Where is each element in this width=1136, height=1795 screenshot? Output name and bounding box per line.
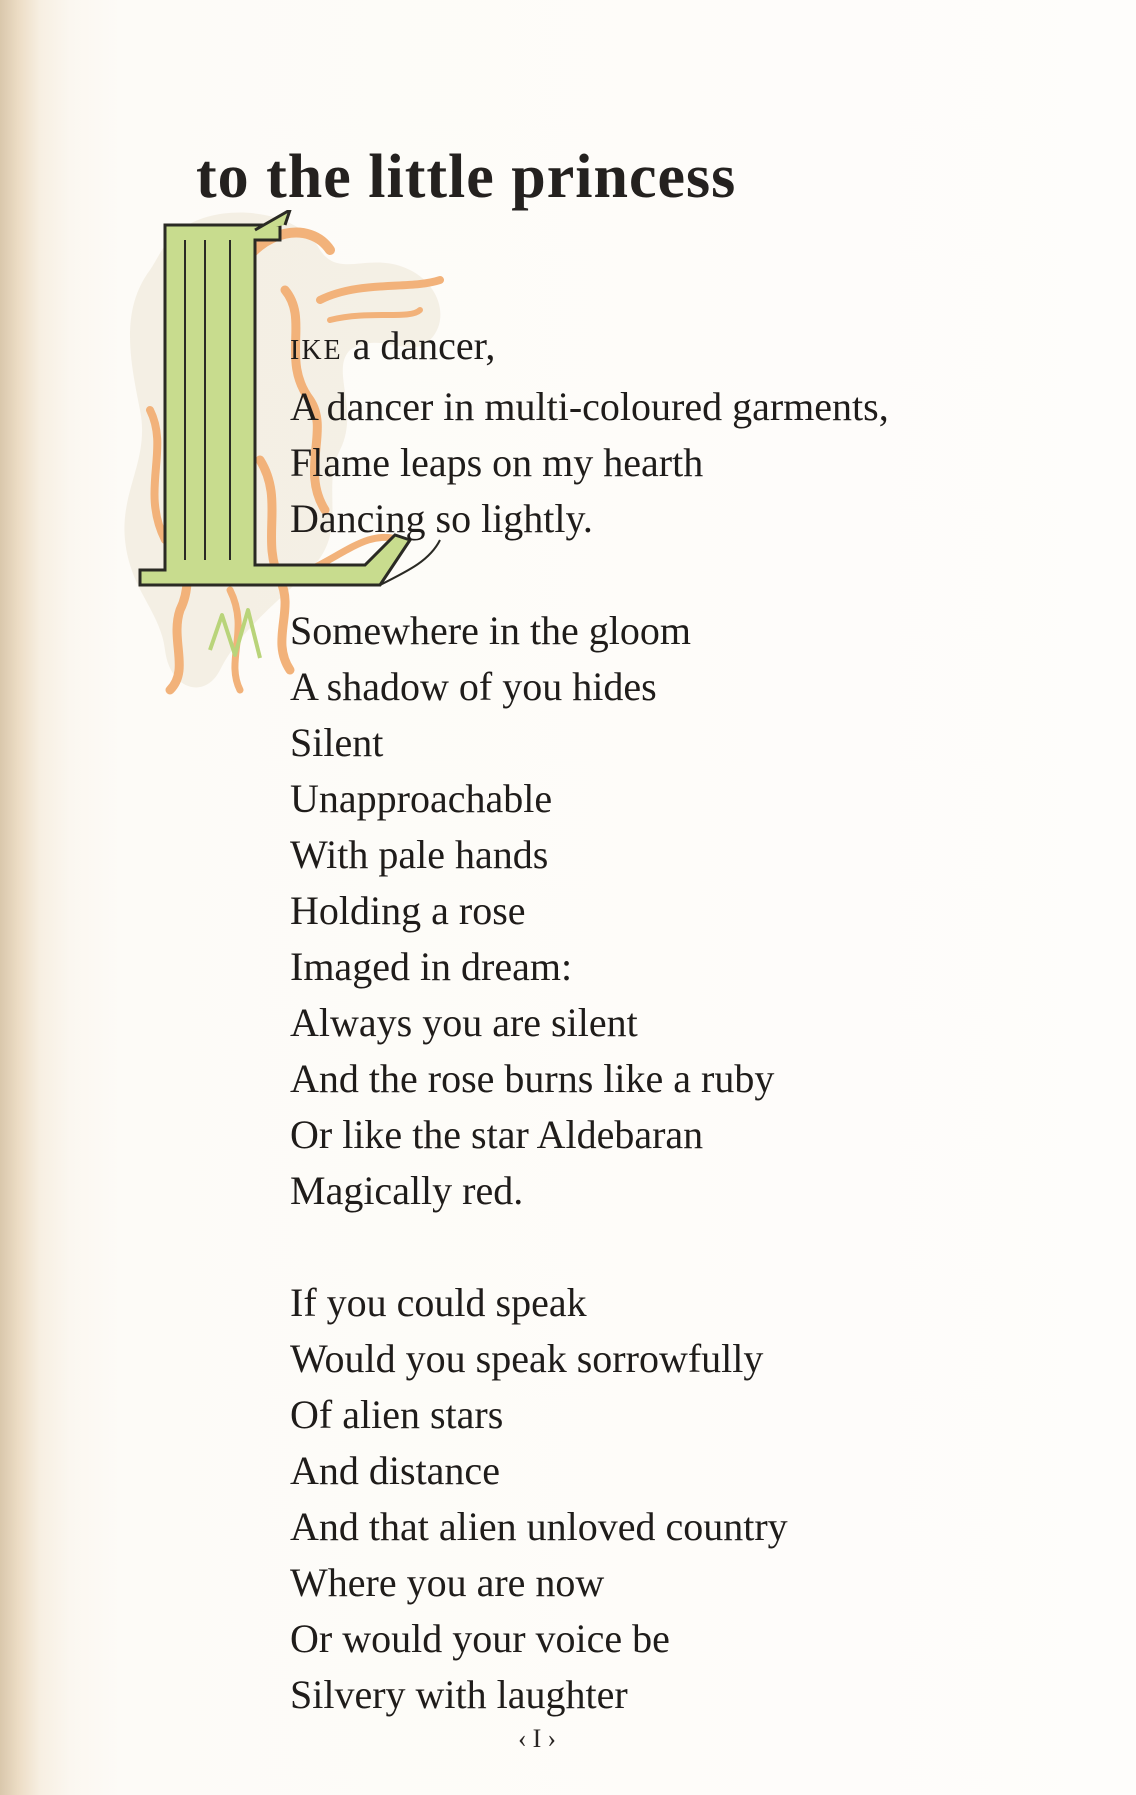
stanza	[290, 318, 889, 547]
stanza	[290, 1275, 889, 1723]
first-line-tail: a dancer,	[342, 323, 496, 368]
poem-line: Magically red.	[290, 1168, 524, 1213]
poem-line: A shadow of you hides	[290, 664, 657, 709]
poem-line: Silvery with laughter	[290, 1672, 628, 1717]
poem-line: Holding a rose	[290, 888, 526, 933]
poem-line: If you could speak	[290, 1280, 587, 1325]
poem-line: A dancer in multi-coloured garments,	[290, 384, 889, 429]
poem-line: Dancing so lightly.	[290, 496, 593, 541]
page-number	[480, 1724, 600, 1754]
poem-line: And distance	[290, 1448, 500, 1493]
stanza	[290, 603, 889, 1219]
folio-bracket-left: ‹	[517, 1724, 533, 1753]
poem-line: Imaged in dream:	[290, 944, 573, 989]
folio-bracket-right: ›	[547, 1724, 562, 1753]
poem-line: Would you speak sorrowfully	[290, 1336, 764, 1381]
poem-line: And the rose burns like a ruby	[290, 1056, 775, 1101]
poem-body	[290, 318, 889, 1723]
poem-line: Flame leaps on my hearth	[290, 440, 704, 485]
folio-number: I	[532, 1724, 548, 1753]
poem-line: Of alien stars	[290, 1392, 504, 1437]
poem-title: to the little princess	[196, 143, 737, 211]
poem-line: Or like the star Aldebaran	[290, 1112, 704, 1157]
poem-line: With pale hands	[290, 832, 549, 877]
poem-line	[290, 318, 889, 379]
small-caps-opening: IKE	[290, 335, 343, 366]
poem-line: And that alien unloved country	[290, 1504, 788, 1549]
poem-line: Always you are silent	[290, 1000, 638, 1045]
poem-line: Or would your voice be	[290, 1616, 670, 1661]
poem-line: Where you are now	[290, 1560, 605, 1605]
poem-line: Somewhere in the gloom	[290, 608, 692, 653]
poem-line: Silent	[290, 720, 384, 765]
poem-line: Unapproachable	[290, 776, 553, 821]
